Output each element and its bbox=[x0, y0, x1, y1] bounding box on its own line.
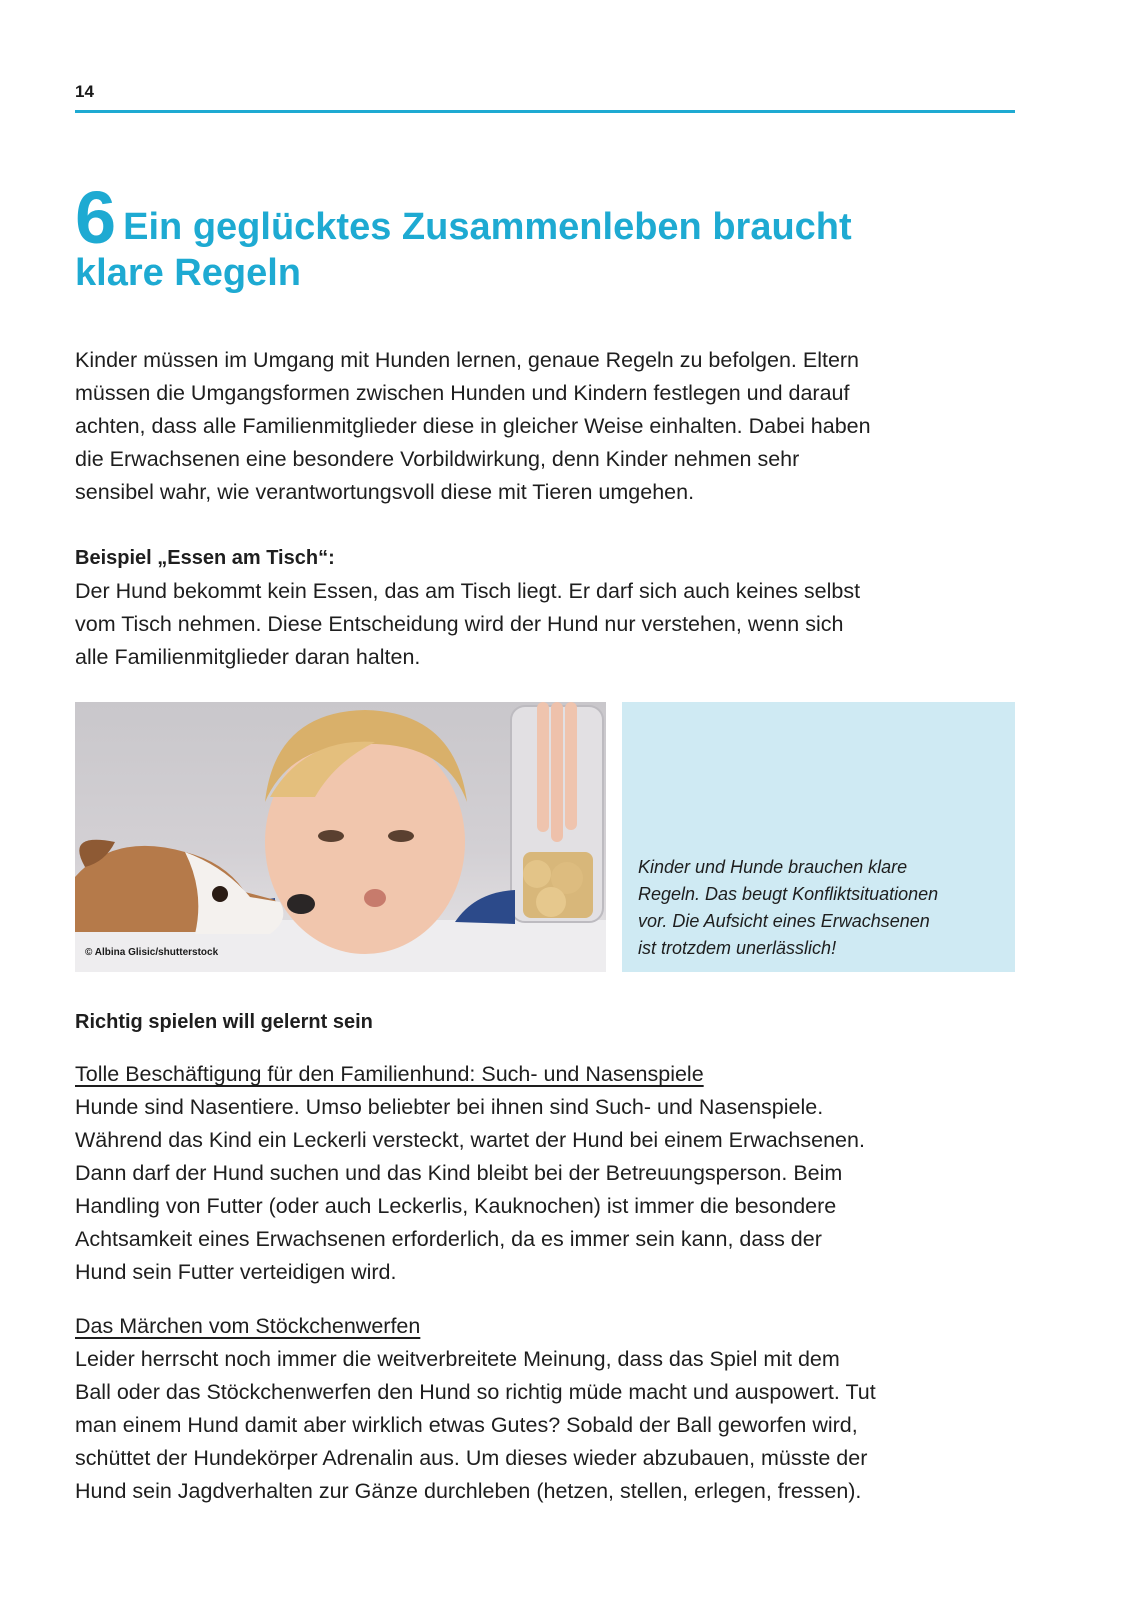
section-heading: Richtig spielen will gelernt sein bbox=[75, 1011, 373, 1033]
photo-credit: © Albina Glisic/shutterstock bbox=[85, 947, 219, 958]
text-line: Während das Kind ein Leckerli versteckt, wartet der Hund bei einem Erwachsenen. bbox=[75, 1128, 865, 1152]
text-line: alle Familienmitglieder daran halten. bbox=[75, 645, 421, 669]
text-line: Ball oder das Stöckchenwerfen den Hund so richtig müde macht und auspowert. Tut bbox=[75, 1380, 876, 1404]
caption-line: vor. Die Aufsicht eines Erwachsenen bbox=[638, 911, 930, 931]
figure-caption-box bbox=[622, 702, 1015, 972]
text-line: müssen die Umgangsformen zwischen Hunden und Kindern festlegen und darauf bbox=[75, 381, 850, 405]
text-line: Handling von Futter (oder auch Leckerlis, Kauknochen) ist immer die besondere bbox=[75, 1194, 837, 1218]
chapter-number: 6 bbox=[75, 176, 116, 259]
header-rule bbox=[75, 110, 1015, 113]
photo-illustration bbox=[75, 702, 606, 972]
text-line: sensibel wahr, wie verantwortungsvoll diese mit Tieren umgehen. bbox=[75, 480, 695, 504]
text-line: man einem Hund damit aber wirklich etwas Gutes? Sobald der Ball geworfen wird, bbox=[75, 1413, 858, 1437]
caption-line: Regeln. Das beugt Konfliktsituationen bbox=[638, 884, 939, 904]
figure-caption bbox=[638, 854, 1008, 962]
text-line: Der Hund bekommt kein Essen, das am Tisch liegt. Er darf sich auch keines selbst bbox=[75, 579, 861, 603]
nose-games-block bbox=[75, 1058, 1020, 1289]
subsection-heading: Das Märchen vom Stöckchenwerfen bbox=[75, 1314, 421, 1338]
text-line: Hunde sind Nasentiere. Umso beliebter bei ihnen sind Such- und Nasenspiele. bbox=[75, 1095, 824, 1119]
text-line: Achtsamkeit eines Erwachsenen erforderlich, da es immer sein kann, dass der bbox=[75, 1227, 822, 1251]
caption-line: ist trotzdem unerlässlich! bbox=[638, 938, 837, 958]
chapter-title-line1: Ein geglücktes Zusammenleben braucht bbox=[123, 206, 852, 248]
page-number: 14 bbox=[75, 82, 94, 101]
example-block bbox=[75, 541, 1020, 674]
text-line: Leider herrscht noch immer die weitverbreitete Meinung, dass das Spiel mit dem bbox=[75, 1347, 840, 1371]
text-line: die Erwachsenen eine besondere Vorbildwirkung, denn Kinder nehmen sehr bbox=[75, 447, 800, 471]
text-line: Hund sein Jagdverhalten zur Gänze durchleben (hetzen, stellen, erlegen, fressen). bbox=[75, 1479, 862, 1503]
text-line: achten, dass alle Familienmitglieder diese in gleicher Weise einhalten. Dabei haben bbox=[75, 414, 871, 438]
chapter-title-line2: klare Regeln bbox=[75, 252, 301, 294]
intro-paragraph bbox=[75, 344, 1020, 509]
text-line: Dann darf der Hund suchen und das Kind bleibt bei der Betreuungsperson. Beim bbox=[75, 1161, 843, 1185]
chapter-title bbox=[75, 176, 1025, 296]
text-line: Kinder müssen im Umgang mit Hunden lernen, genaue Regeln zu befolgen. Eltern bbox=[75, 348, 860, 372]
text-line: vom Tisch nehmen. Diese Entscheidung wird der Hund nur verstehen, wenn sich bbox=[75, 612, 844, 636]
text-line: Hund sein Futter verteidigen wird. bbox=[75, 1260, 397, 1284]
play-section-heading-block bbox=[75, 1005, 1020, 1039]
caption-line: Kinder und Hunde brauchen klare bbox=[638, 857, 908, 877]
subsection-heading: Tolle Beschäftigung für den Familienhund: Such- und Nasenspiele bbox=[75, 1062, 704, 1086]
example-heading: Beispiel „Essen am Tisch“: bbox=[75, 547, 335, 569]
text-line: schüttet der Hundekörper Adrenalin aus. Um dieses wieder abzubauen, müsste der bbox=[75, 1446, 868, 1470]
child-dog-photo bbox=[75, 702, 606, 972]
stick-throwing-block bbox=[75, 1310, 1020, 1508]
